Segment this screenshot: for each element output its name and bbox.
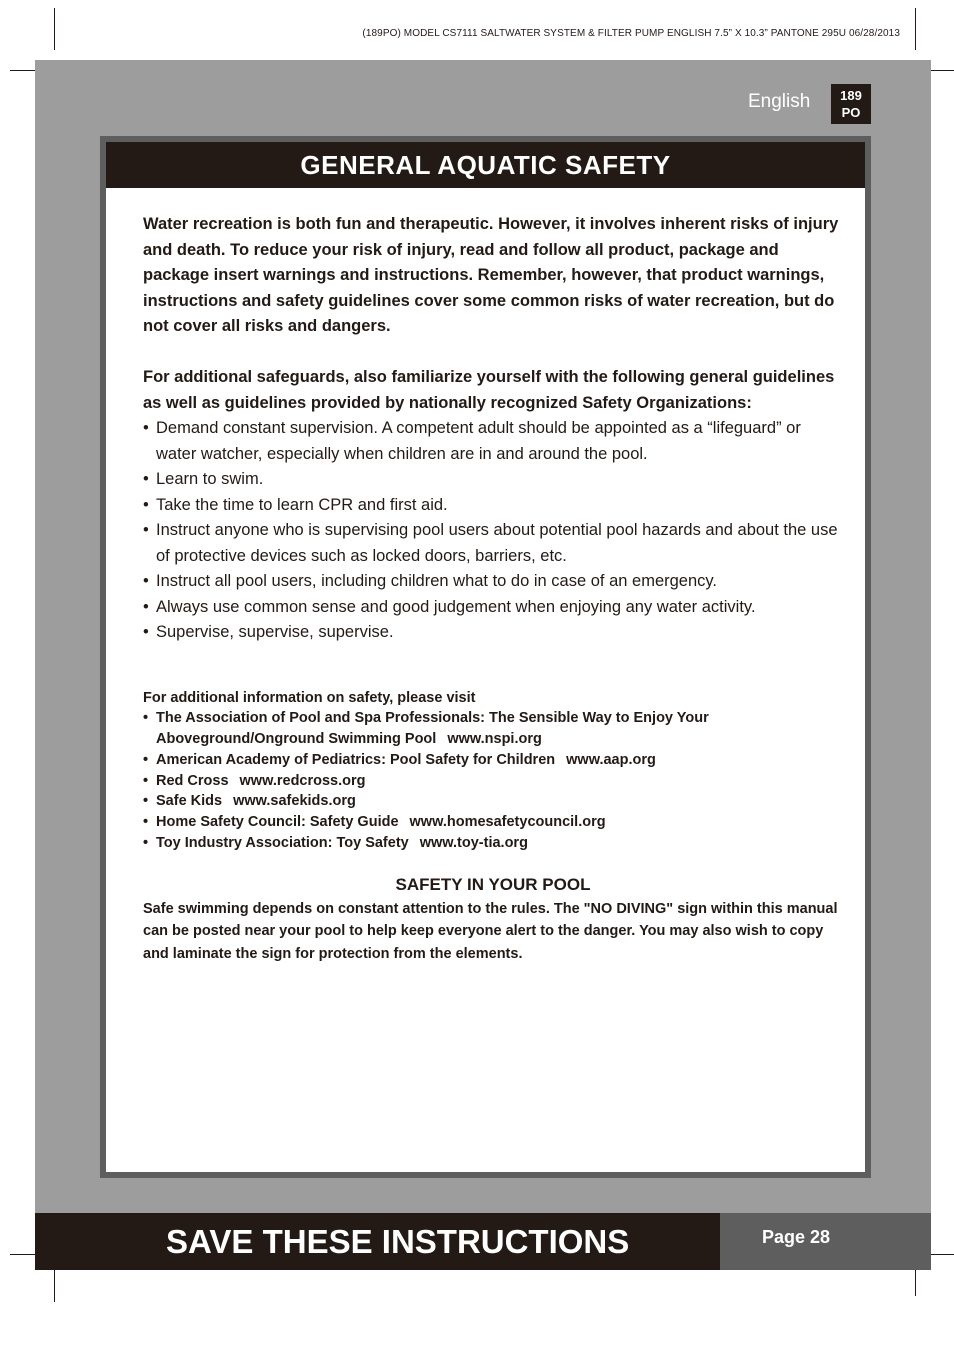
footer-title: SAVE THESE INSTRUCTIONS <box>35 1213 720 1270</box>
resource-item <box>143 833 843 854</box>
guideline-item: • Demand constant supervision. A competent adult should be appointed as a “lifeguard” or water watcher, especially when children are in and around the pool. <box>143 416 843 467</box>
model-code-badge <box>831 84 871 124</box>
resource-url[interactable]: www.safekids.org <box>233 793 356 810</box>
resources-heading: For additional information on safety, please visit <box>143 689 476 706</box>
pool-safety-text: Safe swimming depends on constant attention to the rules. The "NO DIVING" sign within this manual can be posted near your pool to help keep everyone alert to the danger. You may also wish to copy and laminate the sign for protection from the elements. <box>143 900 838 962</box>
language-label: English <box>748 91 811 112</box>
resource-name: Safe Kids <box>156 793 223 810</box>
intro-paragraph: Water recreation is both fun and therapeutic. However, it involves inherent risks of injury and death. To reduce your risk of injury, read and follow all product, package and package insert warnings and instructions. Remember, however, that product warnings, instructions and safety guidelines cover some common risks of water recreation, but do not cover all risks and dangers. <box>143 215 839 335</box>
page-number: Page 28 <box>720 1213 931 1270</box>
resource-url[interactable]: www.nspi.org <box>447 731 542 748</box>
safeguards-paragraph: For additional safeguards, also familiarize yourself with the following general guidelines as well as guidelines provided by nationally recognized Safety Organizations: <box>143 368 835 412</box>
resource-name: American Academy of Pediatrics: Pool Safety for Children <box>156 751 556 768</box>
resources-section <box>143 688 843 854</box>
body-text <box>143 212 843 965</box>
resource-item <box>143 708 843 750</box>
content-area <box>106 142 865 1172</box>
model-code-suffix: PO <box>841 105 861 120</box>
resource-url[interactable]: www.redcross.org <box>239 772 366 789</box>
resource-name: Toy Industry Association: Toy Safety <box>156 835 409 852</box>
resource-list <box>143 708 843 854</box>
crop-mark <box>54 1270 55 1302</box>
guideline-item: • Always use common sense and good judgement when enjoying any water activity. <box>143 595 843 621</box>
crop-mark <box>915 1270 916 1296</box>
guideline-item: • Learn to swim. <box>143 467 843 493</box>
resource-item <box>143 750 843 771</box>
model-code-number: 189 <box>840 88 862 103</box>
crop-mark <box>54 8 55 50</box>
guideline-item: • Supervise, supervise, supervise. <box>143 620 843 646</box>
guideline-item: • Instruct all pool users, including children what to do in case of an emergency. <box>143 569 843 595</box>
crop-mark <box>915 8 916 50</box>
resource-url[interactable]: www.toy-tia.org <box>419 835 528 852</box>
guideline-item: • Instruct anyone who is supervising pool users about potential pool hazards and about the use of protective devices such as locked doors, barriers, etc. <box>143 518 843 569</box>
resource-name: The Association of Pool and Spa Professionals: The Sensible Way to Enjoy Your Aboveground/Onground Swimming Pool <box>156 710 709 748</box>
print-metadata: (189PO) MODEL CS7111 SALTWATER SYSTEM & FILTER PUMP ENGLISH 7.5” X 10.3” PANTONE 295U 06/28/2013 <box>362 28 900 39</box>
resource-url[interactable]: www.aap.org <box>566 751 656 768</box>
crop-mark <box>10 1254 36 1255</box>
content-frame <box>100 136 871 1178</box>
resource-name: Home Safety Council: Safety Guide <box>156 814 399 831</box>
resource-item <box>143 771 843 792</box>
section-title: GENERAL AQUATIC SAFETY <box>106 142 865 188</box>
crop-mark <box>930 70 954 71</box>
resource-url[interactable]: www.homesafetycouncil.org <box>409 814 606 831</box>
resource-item <box>143 812 843 833</box>
crop-mark <box>10 70 36 71</box>
guideline-item: • Take the time to learn CPR and first aid. <box>143 493 843 519</box>
resource-name: Red Cross <box>156 772 229 789</box>
pool-safety-title: SAFETY IN YOUR POOL <box>395 874 591 894</box>
resource-item <box>143 791 843 812</box>
guideline-list <box>143 416 843 646</box>
crop-mark <box>930 1254 954 1255</box>
